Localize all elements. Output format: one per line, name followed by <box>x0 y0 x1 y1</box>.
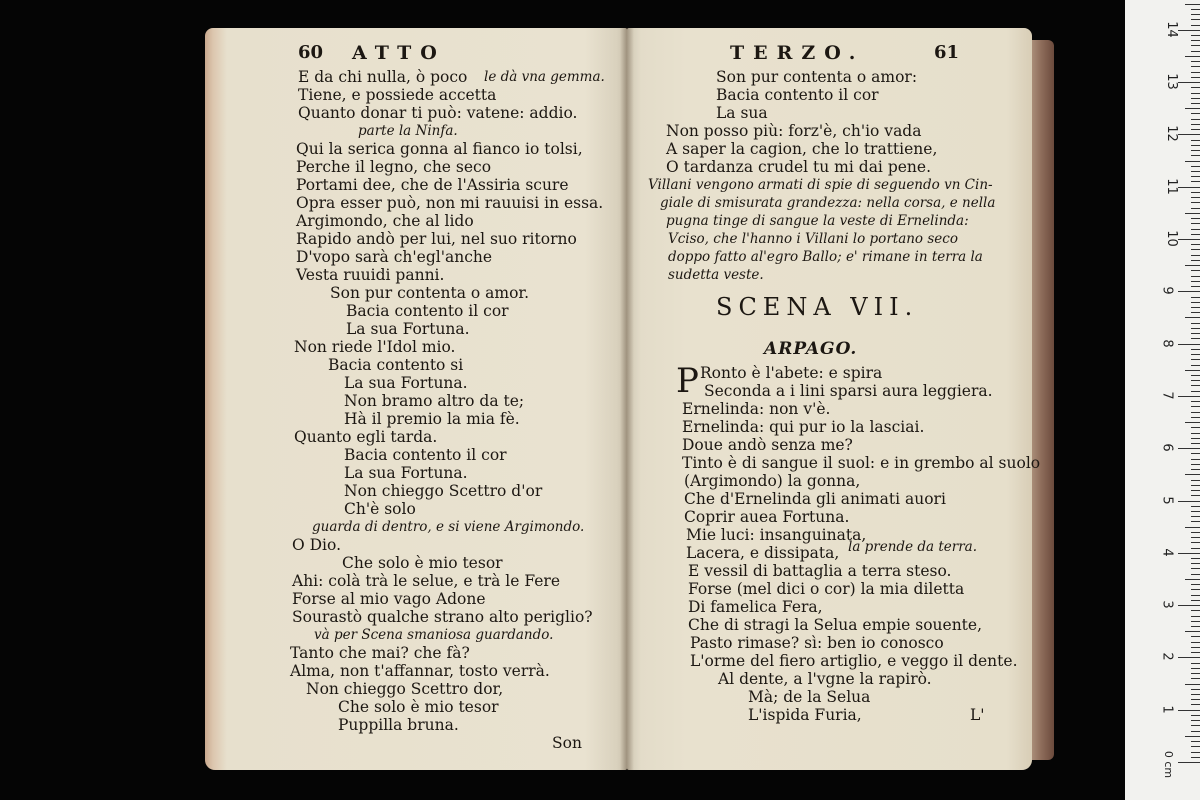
left-page-verse-line: Che solo è mio tesor <box>338 698 499 716</box>
ruler-tick <box>1191 328 1200 329</box>
ruler-number: 8 <box>1159 338 1175 348</box>
ruler-tick <box>1191 234 1200 235</box>
ruler-tick <box>1191 192 1200 193</box>
ruler-tick <box>1191 35 1200 36</box>
left-page-verse-line: Quanto donar ti può: vatene: addio. <box>298 104 578 122</box>
right-page-body-verse-line: Seconda a i lini sparsi aura leggiera. <box>704 382 993 400</box>
book-gutter <box>620 28 634 770</box>
ruler-tick <box>1178 291 1200 292</box>
left-page-verse-line: O Dio. <box>292 536 342 554</box>
ruler-tick <box>1191 260 1200 261</box>
left-page-verse-line: Qui la serica gonna al fianco io tolsi, <box>296 140 583 158</box>
ruler-tick <box>1185 736 1200 737</box>
ruler-tick <box>1191 302 1200 303</box>
ruler-number: 4 <box>1159 548 1175 557</box>
ruler-tick <box>1178 553 1200 554</box>
ruler-tick <box>1191 652 1200 653</box>
ruler-tick <box>1191 312 1200 313</box>
right-page-body-verse-line: Coprir auea Fortuna. <box>684 508 850 526</box>
right-page-body-verse-line: Mà; de la Selua <box>748 688 871 706</box>
ruler-tick <box>1191 333 1200 334</box>
right-page-number: 61 <box>934 42 960 63</box>
ruler-tick <box>1178 187 1200 188</box>
ruler-tick <box>1191 202 1200 203</box>
ruler-tick <box>1178 239 1200 240</box>
left-page-verse-line: Che solo è mio tesor <box>342 554 503 572</box>
ruler-tick <box>1191 25 1200 26</box>
ruler-tick <box>1191 720 1200 721</box>
ruler-tick <box>1191 385 1200 386</box>
right-page-body-verse-line: Mie luci: insanguinata, <box>686 526 867 544</box>
ruler-tick <box>1191 589 1200 590</box>
ruler-tick <box>1191 98 1200 99</box>
ruler-number: 1 <box>1159 705 1175 714</box>
ruler-tick <box>1178 657 1200 658</box>
ruler-tick <box>1191 731 1200 732</box>
ruler-unit-label: 0 cm <box>1162 750 1176 779</box>
left-page-verse-line: Son pur contenta o amor. <box>330 284 530 302</box>
character-name: ARPAGO. <box>764 339 858 359</box>
ruler-tick <box>1191 548 1200 549</box>
left-page-verse-line: Opra esser può, non mi rauuisi in essa. <box>296 194 604 212</box>
ruler-tick <box>1191 150 1200 151</box>
left-page-verse-line: Puppilla bruna. <box>338 716 459 734</box>
right-page-body-verse-line: Tinto è di sangue il suol: e in grembo al suolo <box>682 454 1041 472</box>
ruler-tick <box>1191 276 1200 277</box>
right-page-body-verse-line: Doue andò senza me? <box>682 436 853 454</box>
ruler-tick <box>1191 427 1200 428</box>
ruler-tick <box>1191 249 1200 250</box>
ruler-tick <box>1191 668 1200 669</box>
ruler-tick <box>1191 757 1200 758</box>
right-page-body-verse-line: L'ispida Furia, <box>748 706 862 724</box>
ruler-tick <box>1191 563 1200 564</box>
left-page-stage-direction: guarda di dentro, e si viene Argimondo. <box>312 519 585 535</box>
right-page-verse-line: La sua <box>716 104 768 122</box>
left-page-verse-line: Ahi: colà trà le selue, e trà le Fere <box>292 572 561 590</box>
ruler-tick <box>1191 93 1200 94</box>
measuring-ruler <box>1125 0 1200 800</box>
left-page-verse-line: La sua Fortuna. <box>344 464 468 482</box>
right-page-stage-direction: doppo fatto al'egro Ballo; e' rimane in terra la <box>668 249 983 265</box>
ruler-tick <box>1191 129 1200 130</box>
ruler-tick <box>1191 495 1200 496</box>
ruler-tick <box>1191 647 1200 648</box>
ruler-tick <box>1191 406 1200 407</box>
right-page-verse-line: Bacia contento il cor <box>716 86 879 104</box>
ruler-tick <box>1178 762 1200 763</box>
left-page-header: ATTO <box>352 42 446 64</box>
ruler-tick <box>1191 338 1200 339</box>
ruler-tick <box>1191 66 1200 67</box>
ruler-tick <box>1178 448 1200 449</box>
ruler-tick <box>1191 281 1200 282</box>
ruler-tick <box>1185 370 1200 371</box>
ruler-tick <box>1191 725 1200 726</box>
ruler-tick <box>1191 391 1200 392</box>
book-page-edges <box>1032 40 1054 760</box>
left-page-verse-line: Vesta ruuidi panni. <box>296 266 445 284</box>
left-page-verse-line: Argimondo, che al lido <box>296 212 474 230</box>
ruler-tick <box>1191 715 1200 716</box>
left-page-verse-line: Non chieggo Scettro d'or <box>344 482 543 500</box>
ruler-tick <box>1191 349 1200 350</box>
ruler-tick <box>1178 396 1200 397</box>
ruler-tick <box>1191 19 1200 20</box>
ruler-tick <box>1191 558 1200 559</box>
ruler-tick <box>1191 584 1200 585</box>
ruler-tick <box>1191 229 1200 230</box>
left-page-verse-line: La sua Fortuna. <box>346 320 470 338</box>
ruler-tick <box>1178 710 1200 711</box>
ruler-tick <box>1191 113 1200 114</box>
ruler-tick <box>1191 354 1200 355</box>
right-page-verse-line: A saper la cagion, che lo trattiene, <box>666 140 938 158</box>
right-page-verse-line: O tardanza crudel tu mi dai pene. <box>666 158 931 176</box>
left-page-verse-line: Rapido andò per lui, nel suo ritorno <box>296 230 577 248</box>
ruler-tick <box>1191 365 1200 366</box>
left-page-verse-line: Quanto egli tarda. <box>294 428 438 446</box>
ruler-tick <box>1191 610 1200 611</box>
ruler-tick <box>1191 438 1200 439</box>
ruler-tick <box>1191 181 1200 182</box>
ruler-tick <box>1191 746 1200 747</box>
ruler-tick <box>1185 631 1200 632</box>
ruler-tick <box>1191 417 1200 418</box>
ruler-tick <box>1191 616 1200 617</box>
ruler-tick <box>1191 359 1200 360</box>
ruler-tick <box>1191 155 1200 156</box>
ruler-tick <box>1191 87 1200 88</box>
left-page-verse-line: Tiene, e possiede accetta <box>298 86 497 104</box>
ruler-tick <box>1191 663 1200 664</box>
ruler-tick <box>1191 119 1200 120</box>
left-page-verse-line: D'vopo sarà ch'egl'anche <box>296 248 493 266</box>
ruler-tick <box>1191 244 1200 245</box>
ruler-number: 10 <box>1163 230 1179 247</box>
right-page-body-verse-line: Ronto è l'abete: e spira <box>700 364 883 382</box>
ruler-number: 5 <box>1159 495 1175 505</box>
ruler-tick <box>1191 176 1200 177</box>
ruler-tick <box>1191 741 1200 742</box>
left-page-stage-direction: và per Scena smaniosa guardando. <box>314 627 554 643</box>
ruler-tick <box>1191 223 1200 224</box>
ruler-tick <box>1191 45 1200 46</box>
right-page-body-verse-line: (Argimondo) la gonna, <box>684 472 861 490</box>
right-page-stage-direction: giale di smisurata grandezza: nella corsa, e nella <box>660 195 996 211</box>
ruler-tick <box>1185 422 1200 423</box>
right-page-stage-direction: Villani vengono armati di spie di seguendo vn Cin- <box>648 177 993 193</box>
right-page-stage-direction: sudetta veste. <box>668 267 764 283</box>
left-page-verse-line: Bacia contento si <box>328 356 464 374</box>
ruler-number: 2 <box>1159 652 1175 662</box>
right-page-body-stage-direction: la prende da terra. <box>848 539 978 555</box>
drop-cap: P <box>676 361 699 401</box>
ruler-tick <box>1185 579 1200 580</box>
left-page-verse-line: Alma, non t'affannar, tosto verrà. <box>290 662 550 680</box>
ruler-number: 3 <box>1159 600 1175 609</box>
ruler-tick <box>1191 511 1200 512</box>
ruler-tick <box>1191 380 1200 381</box>
ruler-tick <box>1191 412 1200 413</box>
ruler-tick <box>1191 485 1200 486</box>
ruler-tick <box>1191 595 1200 596</box>
ruler-tick <box>1185 56 1200 57</box>
ruler-tick <box>1191 464 1200 465</box>
ruler-tick <box>1191 197 1200 198</box>
right-page-body-verse-line: L' <box>970 706 985 724</box>
ruler-tick <box>1191 103 1200 104</box>
ruler-tick <box>1191 171 1200 172</box>
left-page-stage-direction: parte la Ninfa. <box>358 123 458 139</box>
ruler-tick <box>1191 642 1200 643</box>
ruler-tick <box>1191 61 1200 62</box>
ruler-tick <box>1185 474 1200 475</box>
right-page-body-verse-line: L'orme del fiero artiglio, e veggo il dente. <box>690 652 1018 670</box>
ruler-tick <box>1191 40 1200 41</box>
ruler-tick <box>1178 30 1200 31</box>
right-page-stage-direction: pugna tinge di sangue la veste di Ernelinda: <box>666 213 969 229</box>
ruler-tick <box>1191 537 1200 538</box>
ruler-tick <box>1191 699 1200 700</box>
ruler-tick <box>1191 255 1200 256</box>
ruler-tick <box>1185 684 1200 685</box>
right-page-body-verse-line: E vessil di battaglia a terra steso. <box>688 562 952 580</box>
ruler-tick <box>1191 77 1200 78</box>
ruler-tick <box>1191 453 1200 454</box>
ruler-number: 6 <box>1159 443 1175 452</box>
ruler-tick <box>1191 166 1200 167</box>
ruler-tick <box>1185 527 1200 528</box>
ruler-tick <box>1191 145 1200 146</box>
ruler-tick <box>1191 286 1200 287</box>
ruler-tick <box>1191 678 1200 679</box>
right-page-body-verse-line: Che d'Ernelinda gli animati auori <box>684 490 946 508</box>
right-page-body-verse-line: Che di stragi la Selua empie souente, <box>688 616 983 634</box>
right-page-body-verse-line: Lacera, e dissipata, <box>686 544 840 562</box>
left-page-verse-line: Son <box>552 734 582 752</box>
ruler-tick <box>1191 636 1200 637</box>
ruler-tick <box>1185 161 1200 162</box>
ruler-number: 14 <box>1163 21 1179 38</box>
ruler-tick <box>1191 401 1200 402</box>
ruler-number: 11 <box>1163 177 1179 195</box>
left-page-verse-line: Bacia contento il cor <box>344 446 507 464</box>
left-page-verse-line: E da chi nulla, ò poco <box>298 68 468 86</box>
ruler-tick <box>1191 506 1200 507</box>
left-page-verse-line: Bacia contento il cor <box>346 302 509 320</box>
ruler-tick <box>1191 521 1200 522</box>
ruler-tick <box>1191 124 1200 125</box>
left-page-verse-line: Sourastò qualche strano alto periglio? <box>292 608 593 626</box>
ruler-tick <box>1191 51 1200 52</box>
scene-heading: SCENA VII. <box>716 293 919 321</box>
ruler-tick <box>1191 307 1200 308</box>
ruler-tick <box>1191 375 1200 376</box>
ruler-tick <box>1191 323 1200 324</box>
left-page-verse-line: Ch'è solo <box>344 500 416 518</box>
ruler-tick <box>1191 14 1200 15</box>
ruler-tick <box>1191 490 1200 491</box>
ruler-tick <box>1191 568 1200 569</box>
ruler-tick <box>1191 459 1200 460</box>
right-page-body-verse-line: Ernelinda: qui pur io la lasciai. <box>682 418 925 436</box>
ruler-tick <box>1185 108 1200 109</box>
left-page-verse-line: Hà il premio la mia fè. <box>344 410 520 428</box>
ruler-tick <box>1191 532 1200 533</box>
ruler-tick <box>1191 600 1200 601</box>
ruler-tick <box>1191 443 1200 444</box>
left-page-verse-line: Forse al mio vago Adone <box>292 590 486 608</box>
right-page-header: TERZO. <box>730 42 865 64</box>
ruler-tick <box>1185 213 1200 214</box>
ruler-tick <box>1191 542 1200 543</box>
ruler-number: 9 <box>1159 286 1175 295</box>
left-page-number: 60 <box>298 42 324 63</box>
left-page-verse-line: La sua Fortuna. <box>344 374 468 392</box>
ruler-tick <box>1185 317 1200 318</box>
ruler-tick <box>1191 694 1200 695</box>
ruler-tick <box>1191 433 1200 434</box>
ruler-tick <box>1191 752 1200 753</box>
ruler-tick <box>1178 501 1200 502</box>
right-page-body-verse-line: Di famelica Fera, <box>688 598 823 616</box>
ruler-tick <box>1191 270 1200 271</box>
ruler-number: 13 <box>1163 73 1179 90</box>
left-page-verse-line: Tanto che mai? che fà? <box>290 644 470 662</box>
left-page-verse-line: Non chieggo Scettro dor, <box>306 680 504 698</box>
ruler-tick <box>1191 72 1200 73</box>
ruler-tick <box>1178 344 1200 345</box>
ruler-tick <box>1185 4 1200 5</box>
left-page-verse-line: Portami dee, che de l'Assiria scure <box>296 176 569 194</box>
ruler-number: 7 <box>1159 391 1175 400</box>
ruler-tick <box>1178 605 1200 606</box>
ruler-tick <box>1191 516 1200 517</box>
ruler-tick <box>1191 480 1200 481</box>
left-page-stage-direction: le dà vna gemma. <box>484 69 605 85</box>
ruler-number: 12 <box>1163 125 1179 143</box>
left-page-verse-line: Perche il legno, che seco <box>296 158 492 176</box>
ruler-tick <box>1191 218 1200 219</box>
ruler-tick <box>1191 704 1200 705</box>
ruler-tick <box>1191 673 1200 674</box>
right-page-stage-direction: Vciso, che l'hanno i Villani lo portano seco <box>668 231 958 247</box>
right-page-body-verse-line: Al dente, a l'vgne la rapirò. <box>718 670 932 688</box>
ruler-tick <box>1191 626 1200 627</box>
ruler-tick <box>1191 469 1200 470</box>
left-page-verse-line: Non bramo altro da te; <box>344 392 525 410</box>
right-page-body-verse-line: Ernelinda: non v'è. <box>682 400 831 418</box>
ruler-tick <box>1191 140 1200 141</box>
ruler-tick <box>1191 689 1200 690</box>
right-page-verse-line: Non posso più: forz'è, ch'io vada <box>666 122 922 140</box>
left-page-verse-line: Non riede l'Idol mio. <box>294 338 456 356</box>
ruler-tick <box>1185 265 1200 266</box>
right-page-body-verse-line: Forse (mel dici o cor) la mia diletta <box>688 580 965 598</box>
right-page-verse-line: Son pur contenta o amor: <box>716 68 918 86</box>
ruler-tick <box>1191 621 1200 622</box>
ruler-tick <box>1191 9 1200 10</box>
ruler-tick <box>1178 134 1200 135</box>
ruler-tick <box>1191 297 1200 298</box>
ruler-tick <box>1191 208 1200 209</box>
ruler-tick <box>1191 574 1200 575</box>
right-page-body-verse-line: Pasto rimase? sì: ben io conosco <box>690 634 944 652</box>
ruler-tick <box>1178 82 1200 83</box>
